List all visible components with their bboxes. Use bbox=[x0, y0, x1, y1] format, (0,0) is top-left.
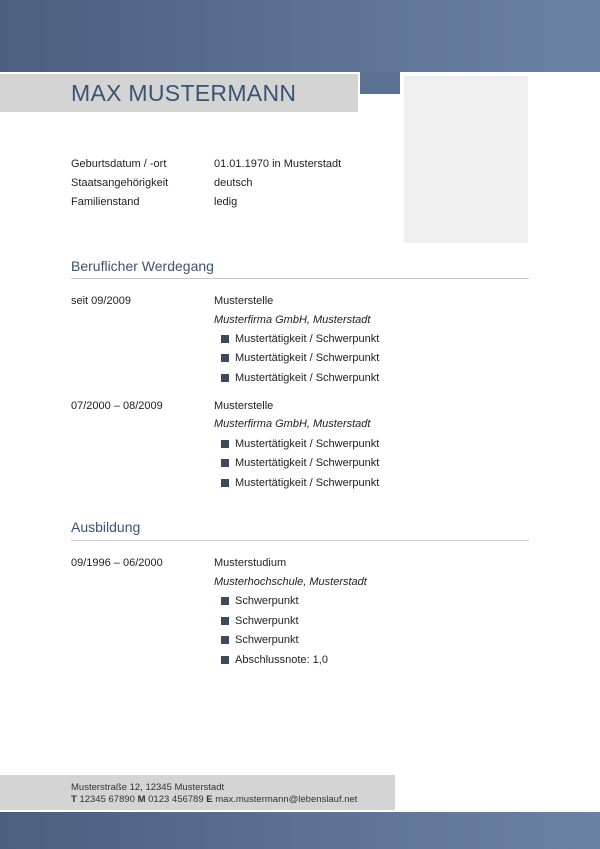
page-title: MAX MUSTERMANN bbox=[71, 80, 297, 106]
career-task: Mustertätigkeit / Schwerpunkt bbox=[235, 438, 380, 450]
education-section-title: Ausbildung bbox=[71, 519, 141, 535]
marital-label: Familienstand bbox=[71, 196, 140, 208]
mobile-number: 0123 456789 bbox=[148, 794, 204, 805]
footer-contact-line bbox=[71, 794, 357, 805]
education-program: Musterstudium bbox=[214, 557, 287, 569]
nationality-label: Staatsangehörigkeit bbox=[71, 177, 169, 189]
email-label: E bbox=[206, 794, 213, 805]
bullet-square-icon bbox=[221, 636, 229, 644]
footer-address: Musterstraße 12, 12345 Musterstadt bbox=[71, 782, 225, 793]
career-task: Mustertätigkeit / Schwerpunkt bbox=[235, 372, 380, 384]
education-divider bbox=[71, 540, 529, 541]
career-period: 07/2000 – 08/2009 bbox=[71, 400, 163, 412]
bullet-square-icon bbox=[221, 617, 229, 625]
education-period: 09/1996 – 06/2000 bbox=[71, 557, 163, 569]
birth-label: Geburtsdatum / -ort bbox=[71, 158, 167, 170]
career-company: Musterfirma GmbH, Musterstadt bbox=[214, 314, 371, 326]
photo-placeholder bbox=[404, 76, 528, 243]
bullet-square-icon bbox=[221, 479, 229, 487]
phone-label: T bbox=[71, 794, 77, 805]
education-item: Schwerpunkt bbox=[235, 615, 299, 627]
career-task: Mustertätigkeit / Schwerpunkt bbox=[235, 477, 380, 489]
phone-number: 12345 67890 bbox=[79, 794, 135, 805]
education-item: Schwerpunkt bbox=[235, 595, 299, 607]
bullet-square-icon bbox=[221, 374, 229, 382]
bullet-square-icon bbox=[221, 656, 229, 664]
education-item: Schwerpunkt bbox=[235, 634, 299, 646]
marital-value: ledig bbox=[214, 196, 238, 208]
career-section-title: Beruflicher Werdegang bbox=[71, 258, 214, 274]
career-position: Musterstelle bbox=[214, 295, 274, 307]
career-company: Musterfirma GmbH, Musterstadt bbox=[214, 418, 371, 430]
career-position: Musterstelle bbox=[214, 400, 274, 412]
bullet-square-icon bbox=[221, 354, 229, 362]
email-address: max.mustermann@lebenslauf.net bbox=[215, 794, 358, 805]
education-item: Abschlussnote: 1,0 bbox=[235, 654, 328, 666]
bullet-square-icon bbox=[221, 597, 229, 605]
birth-value: 01.01.1970 in Musterstadt bbox=[214, 158, 342, 170]
career-period: seit 09/2009 bbox=[71, 295, 131, 307]
career-task: Mustertätigkeit / Schwerpunkt bbox=[235, 352, 380, 364]
nationality-value: deutsch bbox=[214, 177, 253, 189]
header-band-gap bbox=[360, 72, 400, 94]
career-divider bbox=[71, 278, 529, 279]
career-task: Mustertätigkeit / Schwerpunkt bbox=[235, 457, 380, 469]
education-school: Musterhochschule, Musterstadt bbox=[214, 576, 367, 588]
bullet-square-icon bbox=[221, 335, 229, 343]
bullet-square-icon bbox=[221, 440, 229, 448]
career-task: Mustertätigkeit / Schwerpunkt bbox=[235, 333, 380, 345]
mobile-label: M bbox=[137, 794, 146, 805]
bullet-square-icon bbox=[221, 459, 229, 467]
